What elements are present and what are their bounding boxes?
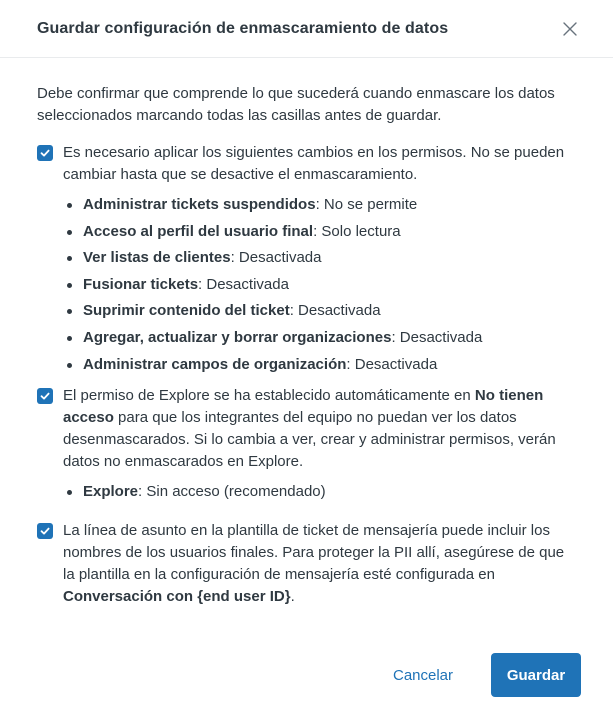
dialog-body <box>0 58 613 608</box>
messaging-checkbox[interactable] <box>37 523 53 539</box>
list-item: Explore: Sin acceso (recomendado) <box>66 481 576 503</box>
dialog-header <box>0 0 613 58</box>
permissions-text: Es necesario aplicar los siguientes cambios en los permisos. No se pueden cambiar hasta que se desactive el enmascaramiento. <box>63 144 565 183</box>
save-button[interactable]: Guardar <box>491 653 581 697</box>
explore-section <box>37 385 576 503</box>
messaging-text: La línea de asunto en la plantilla de ticket de mensajería puede incluir los nombres de los usuarios finales. Para proteger la PII allí, asegúrese de que la plantilla en la configuración de mensajería esté configurada en Conversación con {end user ID}. <box>63 521 565 605</box>
permissions-section <box>37 142 576 376</box>
explore-text: El permiso de Explore se ha establecido automáticamente en No tienen acceso para que los integrantes del equipo no puedan ver los datos desenmascarados. Si lo cambia a ver, crear y administrar permisos, verán datos no enmascarados en Explore. <box>63 386 556 470</box>
messaging-section <box>37 520 576 608</box>
checkmark-icon <box>39 525 51 537</box>
list-item: Administrar tickets suspendidos: No se permite <box>66 194 576 216</box>
list-item: Suprimir contenido del ticket: Desactivada <box>66 300 576 322</box>
checkmark-icon <box>39 147 51 159</box>
cancel-button[interactable]: Cancelar <box>378 653 468 697</box>
permissions-checkbox[interactable] <box>37 145 53 161</box>
close-button[interactable] <box>556 15 584 43</box>
list-item: Agregar, actualizar y borrar organizaciones: Desactivada <box>66 327 576 349</box>
dialog-footer <box>0 653 613 699</box>
list-item: Ver listas de clientes: Desactivada <box>66 247 576 269</box>
close-icon <box>563 22 577 36</box>
dialog-title: Guardar configuración de enmascaramiento de datos <box>37 19 449 37</box>
permissions-list <box>66 194 576 376</box>
list-item: Fusionar tickets: Desactivada <box>66 274 576 296</box>
intro-text: Debe confirmar que comprende lo que sucederá cuando enmascare los datos seleccionados marcando todas las casillas antes de guardar. <box>37 85 555 124</box>
explore-list <box>66 481 576 503</box>
list-item: Acceso al perfil del usuario final: Solo lectura <box>66 221 576 243</box>
checkmark-icon <box>39 390 51 402</box>
list-item: Administrar campos de organización: Desactivada <box>66 354 576 376</box>
explore-checkbox[interactable] <box>37 388 53 404</box>
